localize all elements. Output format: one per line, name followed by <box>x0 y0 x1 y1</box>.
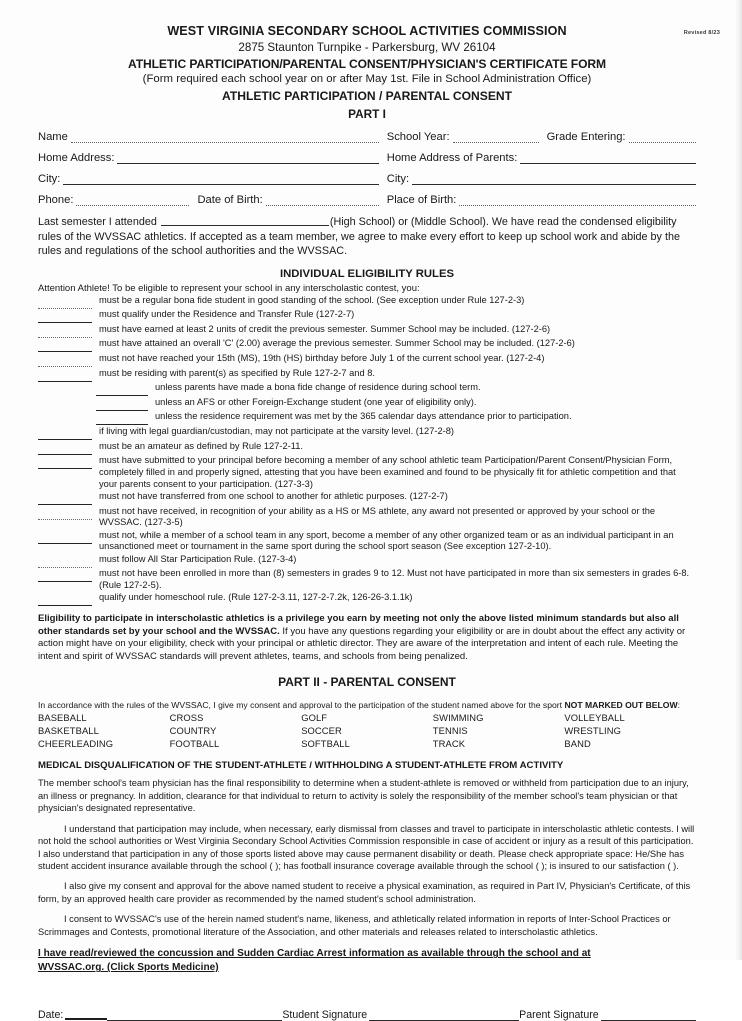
name-input[interactable] <box>71 131 379 143</box>
list-item <box>38 324 696 338</box>
dob-input[interactable] <box>266 194 379 206</box>
rule-checkline[interactable] <box>38 573 92 582</box>
eligibility-closing-paragraph <box>38 613 696 663</box>
city-label: City: <box>38 173 61 185</box>
part-two-heading: PART II - PARENTAL CONSENT <box>278 675 456 690</box>
list-item <box>38 411 696 425</box>
sport-cell[interactable]: SOFTBALL <box>301 738 350 750</box>
sport-cell[interactable]: FOOTBALL <box>169 738 220 750</box>
pob-input[interactable] <box>459 194 696 206</box>
medical-heading: MEDICAL DISQUALIFICATION OF THE STUDENT-ATHLETE / WITHHOLDING A STUDENT-ATHLETE FROM ACTIVITY <box>38 760 564 772</box>
student-signature-label: Student Signature <box>282 1009 368 1021</box>
row-name <box>38 131 696 143</box>
list-item <box>38 426 696 440</box>
school-year-label: School Year: <box>386 131 450 143</box>
sport-cell[interactable]: GOLF <box>301 712 328 724</box>
rule-text: if living with legal guardian/custodian, may not participate at the varsity level. (127-2-8) <box>99 426 455 437</box>
parents-address-label: Home Address of Parents: <box>386 152 518 164</box>
eligibility-rules-list <box>38 295 696 606</box>
signature-row <box>38 1009 696 1021</box>
list-item <box>38 554 696 568</box>
grade-entering-label: Grade Entering: <box>546 131 626 143</box>
sport-cell[interactable]: BAND <box>564 738 591 750</box>
city-input[interactable] <box>63 173 378 185</box>
date-label: Date: <box>38 1009 64 1021</box>
rule-checkline[interactable] <box>38 343 92 352</box>
dob-label: Date of Birth: <box>197 194 263 206</box>
sports-table <box>38 711 696 750</box>
rule-text: must have submitted to your principal before becoming a member of any school athletic team Participation/Parent Consent/Physician Form, completely filled in and properly signed, attesting that you have been examined and found to be physically fit for athletic competition and that your parents consent to your participation. (127-3-3) <box>99 455 676 489</box>
list-item <box>38 506 696 529</box>
rule-checkline[interactable] <box>38 314 92 323</box>
table-row <box>38 737 696 750</box>
list-item <box>38 295 696 309</box>
parent-signature-input[interactable] <box>601 1009 696 1021</box>
rule-text: unless parents have made a bona fide change of residence during school term. <box>155 382 481 393</box>
consent-intro <box>38 700 696 710</box>
list-item <box>38 568 696 591</box>
rule-text: must not have been enrolled in more than (8) semesters in grades 9 to 12. Must not have participated in more than six semesters in grades 6-8. (Rule 127-2-5). <box>99 568 690 590</box>
grade-entering-input[interactable] <box>629 131 696 143</box>
rule-checkline[interactable] <box>38 373 92 382</box>
rule-text: must follow All Star Participation Rule. (127-3-4) <box>99 553 297 564</box>
sport-cell[interactable]: TENNIS <box>432 725 468 737</box>
rule-checkline[interactable] <box>38 597 92 606</box>
list-item <box>38 382 696 396</box>
consent-suffix: : <box>677 700 680 711</box>
list-item <box>38 592 696 606</box>
list-item <box>38 338 696 352</box>
concussion-acknowledgement <box>38 947 696 975</box>
list-item <box>38 530 696 553</box>
form-subtitle: (Form required each school year on or after May 1st. File in School Administration Office) <box>142 73 592 85</box>
rule-text: must be residing with parent(s) as specified by Rule 127-2-7 and 8. <box>99 367 375 378</box>
rule-text: must have earned at least 2 units of credit the previous semester. Summer School may be included. (127-2-6) <box>99 323 551 334</box>
last-school-attended-input[interactable] <box>161 215 329 226</box>
sport-cell[interactable]: SOCCER <box>301 725 342 737</box>
date-stub <box>65 1010 107 1020</box>
pob-label: Place of Birth: <box>386 194 457 206</box>
rule-text: must not have received, in recognition of your ability as a HS or MS athlete, any award not presented or approved by your school or the WVSSAC. (127-3-5) <box>99 505 656 528</box>
rule-checkline[interactable] <box>38 446 92 455</box>
list-item <box>38 353 696 367</box>
list-item <box>38 455 696 490</box>
sport-cell[interactable]: WRESTLING <box>564 725 622 737</box>
city-parents-label: City: <box>386 173 410 185</box>
medical-paragraph-2: I understand that participation may include, when necessary, early dismissal from classes and travel to participate in interscholastic athletic contests. I will not hold the school authorities or West Virginia Secondary School Activities Commission responsible in case of accident or injury as a result of this participation. I also understand that participation in any of those sports listed above may cause permanent disability or death. Please check appropriate space: He/She has student accident insurance available through the school ( ); has football insurance coverage available through the school ( ); is insured to our satisfaction ( ). <box>38 823 695 871</box>
city-parents-input[interactable] <box>412 173 696 185</box>
rule-checkline[interactable] <box>38 460 92 469</box>
revision-note: Revised 8/23 <box>683 30 720 36</box>
list-item <box>38 441 696 455</box>
row-city <box>38 173 696 185</box>
list-item <box>38 397 696 411</box>
rule-text: must not have reached your 15th (MS), 19th (HS) birthday before July 1 of the current school year. (127-2-4) <box>99 353 545 364</box>
attention-athlete-note: Attention Athlete! To be eligible to represent your school in any interscholastic contest, you: <box>38 282 420 294</box>
rule-text: must not have transferred from one school to another for athletic purposes. (127-2-7) <box>99 490 448 501</box>
attendance-prefix: Last semester I attended <box>38 216 157 228</box>
phone-input[interactable] <box>76 194 189 206</box>
eligibility-closing-rest: If you have any questions regarding your eligibility or are in doubt about the effect any activity or action might have on your eligibility, check with your principal or athletic director. They are aware of the interpretation and intent of each rule. Meeting the intent and spirit of WVSSAC standards will prevent athletes, teams, and schools from being penalized. <box>38 625 686 662</box>
home-address-label: Home Address: <box>38 152 115 164</box>
rule-checkline[interactable] <box>38 559 92 568</box>
sport-cell[interactable]: TRACK <box>432 738 466 750</box>
list-item <box>38 309 696 323</box>
rule-checkline[interactable] <box>38 329 92 338</box>
section-title: ATHLETIC PARTICIPATION / PARENTAL CONSENT <box>221 89 513 103</box>
rule-checkline[interactable] <box>96 387 148 396</box>
part-one-label: PART I <box>348 107 386 121</box>
school-year-input[interactable] <box>453 131 539 143</box>
rule-checkline[interactable] <box>96 416 148 425</box>
form-title: ATHLETIC PARTICIPATION/PARENTAL CONSENT/PHYSICIAN'S CERTIFICATE FORM <box>127 57 607 71</box>
concussion-line-2: WVSSAC.org. (Click Sports Medicine) <box>38 962 219 974</box>
student-signature-input[interactable] <box>369 1009 519 1021</box>
rule-checkline[interactable] <box>38 511 92 520</box>
org-address: 2875 Staunton Turnpike - Parkersburg, WV 26104 <box>238 41 496 54</box>
rule-checkline[interactable] <box>96 402 148 411</box>
home-address-input[interactable] <box>117 152 378 164</box>
rule-checkline[interactable] <box>38 300 92 309</box>
sport-cell[interactable]: VOLLEYBALL <box>564 712 625 724</box>
rule-checkline[interactable] <box>38 431 92 440</box>
phone-label: Phone: <box>38 194 74 206</box>
rule-checkline[interactable] <box>38 358 92 367</box>
table-row <box>38 711 696 724</box>
list-item <box>38 491 696 505</box>
rule-checkline[interactable] <box>38 496 92 505</box>
rule-text: must not, while a member of a school team in any sport, become a member of any other organized team or as an individual participant in an unsanctioned meet or tournament in the same sport during the school sport season (See exception 127-2-10). <box>99 529 674 552</box>
sport-cell[interactable]: SWIMMING <box>432 712 484 724</box>
rule-text: must have attained an overall 'C' (2.00) average the previous semester. Summer School may be included. (127-2-6) <box>99 338 575 349</box>
date-input[interactable] <box>107 1009 282 1021</box>
eligibility-closing-bold: Eligibility to participate in interscholastic athletics is a privilege you earn by meeting not only the above listed minimum standards but also all other standards set by your school and the WVSSAC. <box>38 613 679 637</box>
sport-cell[interactable]: COUNTRY <box>169 725 217 737</box>
attendance-suffix: (High School) or (Middle School). We have read the condensed eligibility rules of the WVSSAC athletics. If accepted as a team member, we agree to make every effort to keep up school work and abide by the rules and regulations of the school authorities and the WVSSAC. <box>38 216 680 258</box>
list-item <box>38 368 696 382</box>
sport-cell[interactable]: BASEBALL <box>38 712 87 724</box>
rule-checkline[interactable] <box>38 535 92 544</box>
eligibility-heading: INDIVIDUAL ELIGIBILITY RULES <box>279 267 455 280</box>
parents-address-input[interactable] <box>520 152 696 164</box>
sport-cell[interactable]: BASKETBALL <box>38 725 99 737</box>
parent-signature-label: Parent Signature <box>519 1009 599 1021</box>
consent-emphasis: NOT MARKED OUT BELOW <box>564 700 678 711</box>
row-home-address <box>38 152 696 164</box>
concussion-line-1: I have read/reviewed the concussion and Sudden Cardiac Arrest information as available through the school and at <box>38 948 591 960</box>
row-phone <box>38 194 696 206</box>
sport-cell[interactable]: CROSS <box>169 712 204 724</box>
medical-paragraph-3: I also give my consent and approval for the above named student to receive a physical examination, as required in Part IV, Physician's Certificate, of this form, by an approved health care provider as recommended by the named student's school administration. <box>38 881 691 904</box>
name-label: Name <box>38 131 68 143</box>
rule-text: must be an amateur as defined by Rule 127-2-11. <box>99 440 303 451</box>
consent-intro-text: In accordance with the rules of the WVSSAC, I give my consent and approval to the participation of the student named above for the sport <box>38 700 565 711</box>
rule-text: unless an AFS or other Foreign-Exchange student (one year of eligibility only). <box>155 396 477 407</box>
rule-text: qualify under homeschool rule. (Rule 127-2-3.11, 127-2-7.2k, 126-26-3.1.1k) <box>99 592 413 603</box>
rule-text: must qualify under the Residence and Transfer Rule (127-2-7) <box>99 309 355 320</box>
medical-paragraph-4: I consent to WVSSAC's use of the herein named student's name, likeness, and athletically related information in reports of Inter-School Practices or Scrimmages and Contests, promotional literature of the Association, and other materials and releases related to interscholastic athletics. <box>38 914 671 937</box>
sport-cell[interactable]: CHEERLEADING <box>38 738 114 750</box>
rule-text: must be a regular bona fide student in good standing of the school. (See exception under Rule 127-2-3) <box>99 294 525 305</box>
medical-paragraph-1: The member school's team physician has the final responsibility to determine when a student-athlete is removed or withheld from participation due to an injury, an illness or pregnancy. In addition, clearance for that individual to return to activity is solely the responsibility of the member school's team physician or that physician's designated representative. <box>38 778 689 814</box>
attendance-paragraph <box>38 215 696 259</box>
page-title: WEST VIRGINIA SECONDARY SCHOOL ACTIVITIES COMMISSION <box>167 24 567 38</box>
rule-text: unless the residence requirement was met by the 365 calendar days attendance prior to participation. <box>155 411 572 422</box>
table-row <box>38 724 696 737</box>
